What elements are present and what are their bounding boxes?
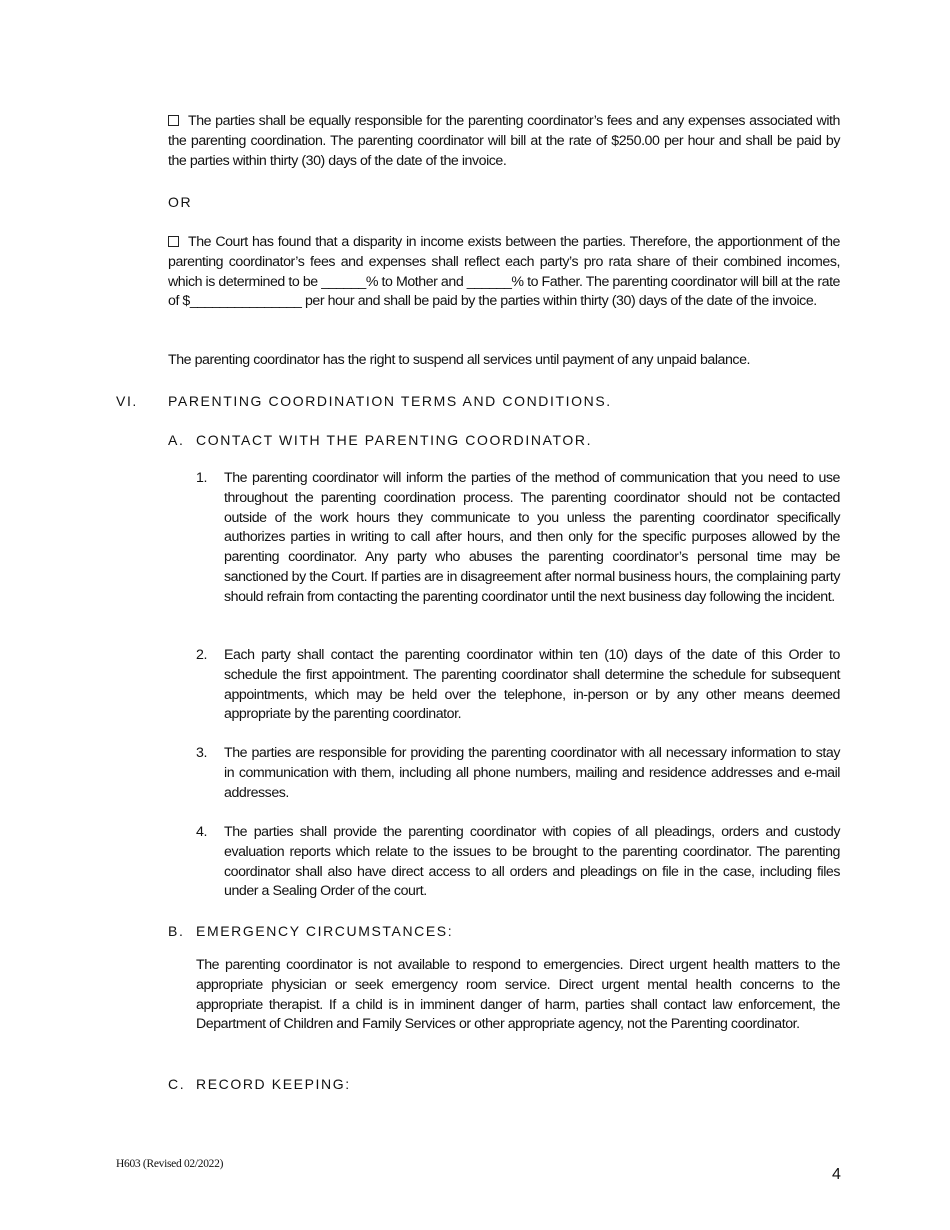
subsection-b-title: EMERGENCY CIRCUMSTANCES: <box>196 923 454 939</box>
page-number: 4 <box>832 1166 841 1183</box>
item-4-number: 4. <box>196 824 207 840</box>
item-1-number: 1. <box>196 470 207 486</box>
suspend-note: The parenting coordinator has the right to suspend all services until payment of any unpaid balance. <box>168 352 751 368</box>
subsection-a-title: CONTACT WITH THE PARENTING COORDINATOR. <box>196 432 593 448</box>
item-2-number: 2. <box>196 647 207 663</box>
or-label: OR <box>168 194 193 210</box>
checkbox-equal-fees[interactable] <box>168 115 179 126</box>
item-3-number: 3. <box>196 745 207 761</box>
section-vi-title: PARENTING COORDINATION TERMS AND CONDITIONS. <box>168 393 612 409</box>
subsection-b-letter: B. <box>168 923 185 939</box>
fee-option-equal-text: The parties shall be equally responsible for the parenting coordinator’s fees and any expenses associated with the parenting coordination. The parenting coordinator will bill at the rate of $250.00 per hour and shall be paid by the parties within thirty (30) days of the date of the invoice. <box>168 113 840 169</box>
fee-option-equal <box>168 112 840 171</box>
subsection-c-letter: C. <box>168 1076 186 1092</box>
subsection-c-title: RECORD KEEPING: <box>196 1076 351 1092</box>
emergency-text: The parenting coordinator is not available to respond to emergencies. Direct urgent health matters to the appropriate physician or seek emergency room service. Direct urgent mental health concerns to the appropriate therapist. If a child is in imminent danger of harm, parties shall contact law enforcement, the Department of Children and Family Services or other appropriate agency, not the Parenting coordinator. <box>196 957 840 1033</box>
fee-option-disparity-text: The Court has found that a disparity in income exists between the parties. Therefore, the apportionment of the parenting coordinator’s fees and expenses shall reflect each party’s pro rata share of their combined incomes, which is determined to be ______% to Mother and ______% to Father. The parenting coordinator will bill at the rate of $_______________ per hour and shall be paid by the parties within thirty (30) days of the date of the invoice. <box>168 234 840 310</box>
item-2-text: Each party shall contact the parenting coordinator within ten (10) days of the date of this Order to schedule the first appointment. The parenting coordinator shall determine the schedule for subsequent appointments, which may be held over the telephone, in-person or by any other means deemed appropriate by the parenting coordinator. <box>224 647 840 723</box>
item-1-text: The parenting coordinator will inform the parties of the method of communication that you need to use throughout the parenting coordination process. The parenting coordinator should not be contacted outside of the work hours they communicate to you unless the parenting coordinator specifically authorizes parties in writing to call after hours, and then only for the specific purposes allowed by the parenting coordinator. Any party who abuses the parenting coordinator’s personal time may be sanctioned by the Court. If parties are in disagreement after normal business hours, the complaining party should refrain from contacting the parenting coordinator until the next business day following the incident. <box>224 470 840 605</box>
form-id: H603 (Revised 02/2022) <box>116 1158 224 1170</box>
section-vi-numeral: VI. <box>116 393 138 409</box>
item-3-text: The parties are responsible for providing the parenting coordinator with all necessary information to stay in communication with them, including all phone numbers, mailing and residence addresses and e-mail addresses. <box>224 745 840 801</box>
fee-option-disparity <box>168 233 840 312</box>
item-4-text: The parties shall provide the parenting coordinator with copies of all pleadings, orders and custody evaluation reports which relate to the issues to be brought to the parenting coordinator. The parenting coordinator shall also have direct access to all orders and pleadings on file in the case, including files under a Sealing Order of the court. <box>224 824 840 900</box>
checkbox-disparity-fees[interactable] <box>168 236 179 247</box>
subsection-a-letter: A. <box>168 432 185 448</box>
